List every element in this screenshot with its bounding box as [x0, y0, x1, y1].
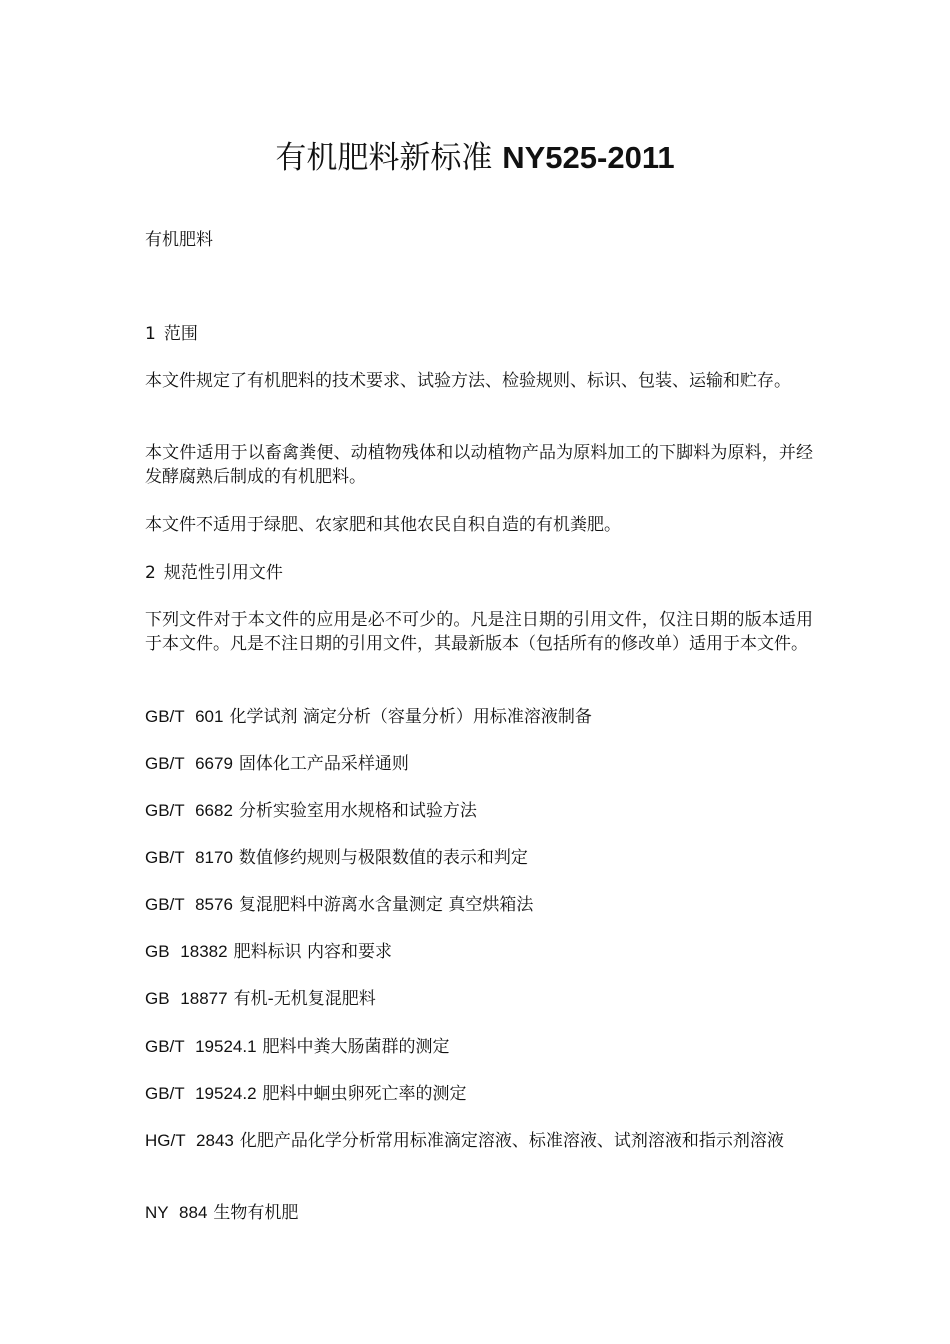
reference-item — [145, 752, 813, 776]
reference-item — [145, 846, 813, 870]
reference-item — [145, 893, 813, 917]
reference-number: 18877 — [180, 989, 228, 1008]
reference-prefix: GB/T — [145, 1037, 190, 1056]
reference-item — [145, 987, 813, 1011]
section-number: 2 — [145, 563, 156, 583]
reference-title: 生物有机肥 — [213, 1203, 299, 1223]
reference-prefix: GB/T — [145, 1084, 190, 1103]
reference-number: 18382 — [180, 942, 228, 961]
reference-prefix: GB — [145, 989, 175, 1008]
reference-title: 肥料中蛔虫卵死亡率的测定 — [262, 1084, 467, 1104]
reference-number: 19524.2 — [195, 1084, 257, 1103]
paragraph-scope-coverage: 本文件规定了有机肥料的技术要求、试验方法、检验规则、标识、包装、运输和贮存。 — [145, 371, 791, 391]
paragraph-references-intro: 下列文件对于本文件的应用是必不可少的。凡是注日期的引用文件，仅注日期的版本适用于本文件。凡是不注日期的引用文件，其最新版本（包括所有的修改单）适用于本文件。 — [145, 610, 813, 654]
reference-item — [145, 1201, 813, 1225]
reference-number: 8170 — [195, 848, 233, 867]
reference-title: 化学试剂 滴定分析（容量分析）用标准溶液制备 — [229, 707, 592, 727]
section-heading-text: 范围 — [163, 324, 198, 344]
reference-item — [145, 1129, 813, 1153]
reference-number: 601 — [195, 707, 224, 726]
reference-prefix: GB/T — [145, 707, 190, 726]
title-standard-code: NY525-2011 — [502, 140, 675, 175]
reference-prefix: GB/T — [145, 801, 190, 820]
paragraph-scope-exclusion: 本文件不适用于绿肥、农家肥和其他农民自积自造的有机粪肥。 — [145, 515, 621, 535]
title-main: 有机肥料新标准 — [275, 140, 493, 176]
reference-title: 有机-无机复混肥料 — [233, 989, 376, 1009]
document-title — [0, 136, 950, 180]
section-number: 1 — [145, 324, 156, 344]
reference-prefix: GB — [145, 942, 175, 961]
reference-title: 复混肥料中游离水含量测定 真空烘箱法 — [238, 895, 534, 915]
reference-item — [145, 799, 813, 823]
reference-prefix: GB/T — [145, 754, 190, 773]
reference-item — [145, 1035, 813, 1059]
paragraph-scope-applicability: 本文件适用于以畜禽粪便、动植物残体和以动植物产品为原料加工的下脚料为原料，并经发酵腐熟后制成的有机肥料。 — [145, 443, 813, 487]
section-heading-normative-references — [145, 561, 813, 585]
reference-title: 肥料中粪大肠菌群的测定 — [262, 1037, 450, 1057]
reference-prefix: GB/T — [145, 895, 190, 914]
reference-number: 6679 — [195, 754, 233, 773]
reference-number: 6682 — [195, 801, 233, 820]
reference-prefix: GB/T — [145, 848, 190, 867]
reference-title: 固体化工产品采样通则 — [238, 754, 409, 774]
reference-number: 19524.1 — [195, 1037, 257, 1056]
reference-prefix: NY — [145, 1203, 174, 1222]
reference-item — [145, 705, 813, 729]
reference-title: 分析实验室用水规格和试验方法 — [238, 801, 477, 821]
reference-item — [145, 1082, 813, 1106]
section-heading-text: 规范性引用文件 — [163, 563, 283, 583]
document-subtitle: 有机肥料 — [145, 230, 213, 250]
reference-prefix: HG/T — [145, 1131, 191, 1150]
reference-title: 化肥产品化学分析常用标准滴定溶液、标准溶液、试剂溶液和指示剂溶液 — [239, 1131, 784, 1151]
reference-title: 肥料标识 内容和要求 — [233, 942, 392, 962]
reference-title: 数值修约规则与极限数值的表示和判定 — [238, 848, 528, 868]
reference-number: 8576 — [195, 895, 233, 914]
section-heading-scope — [145, 322, 813, 346]
reference-number: 884 — [179, 1203, 208, 1222]
reference-number: 2843 — [196, 1131, 234, 1150]
reference-item — [145, 940, 813, 964]
